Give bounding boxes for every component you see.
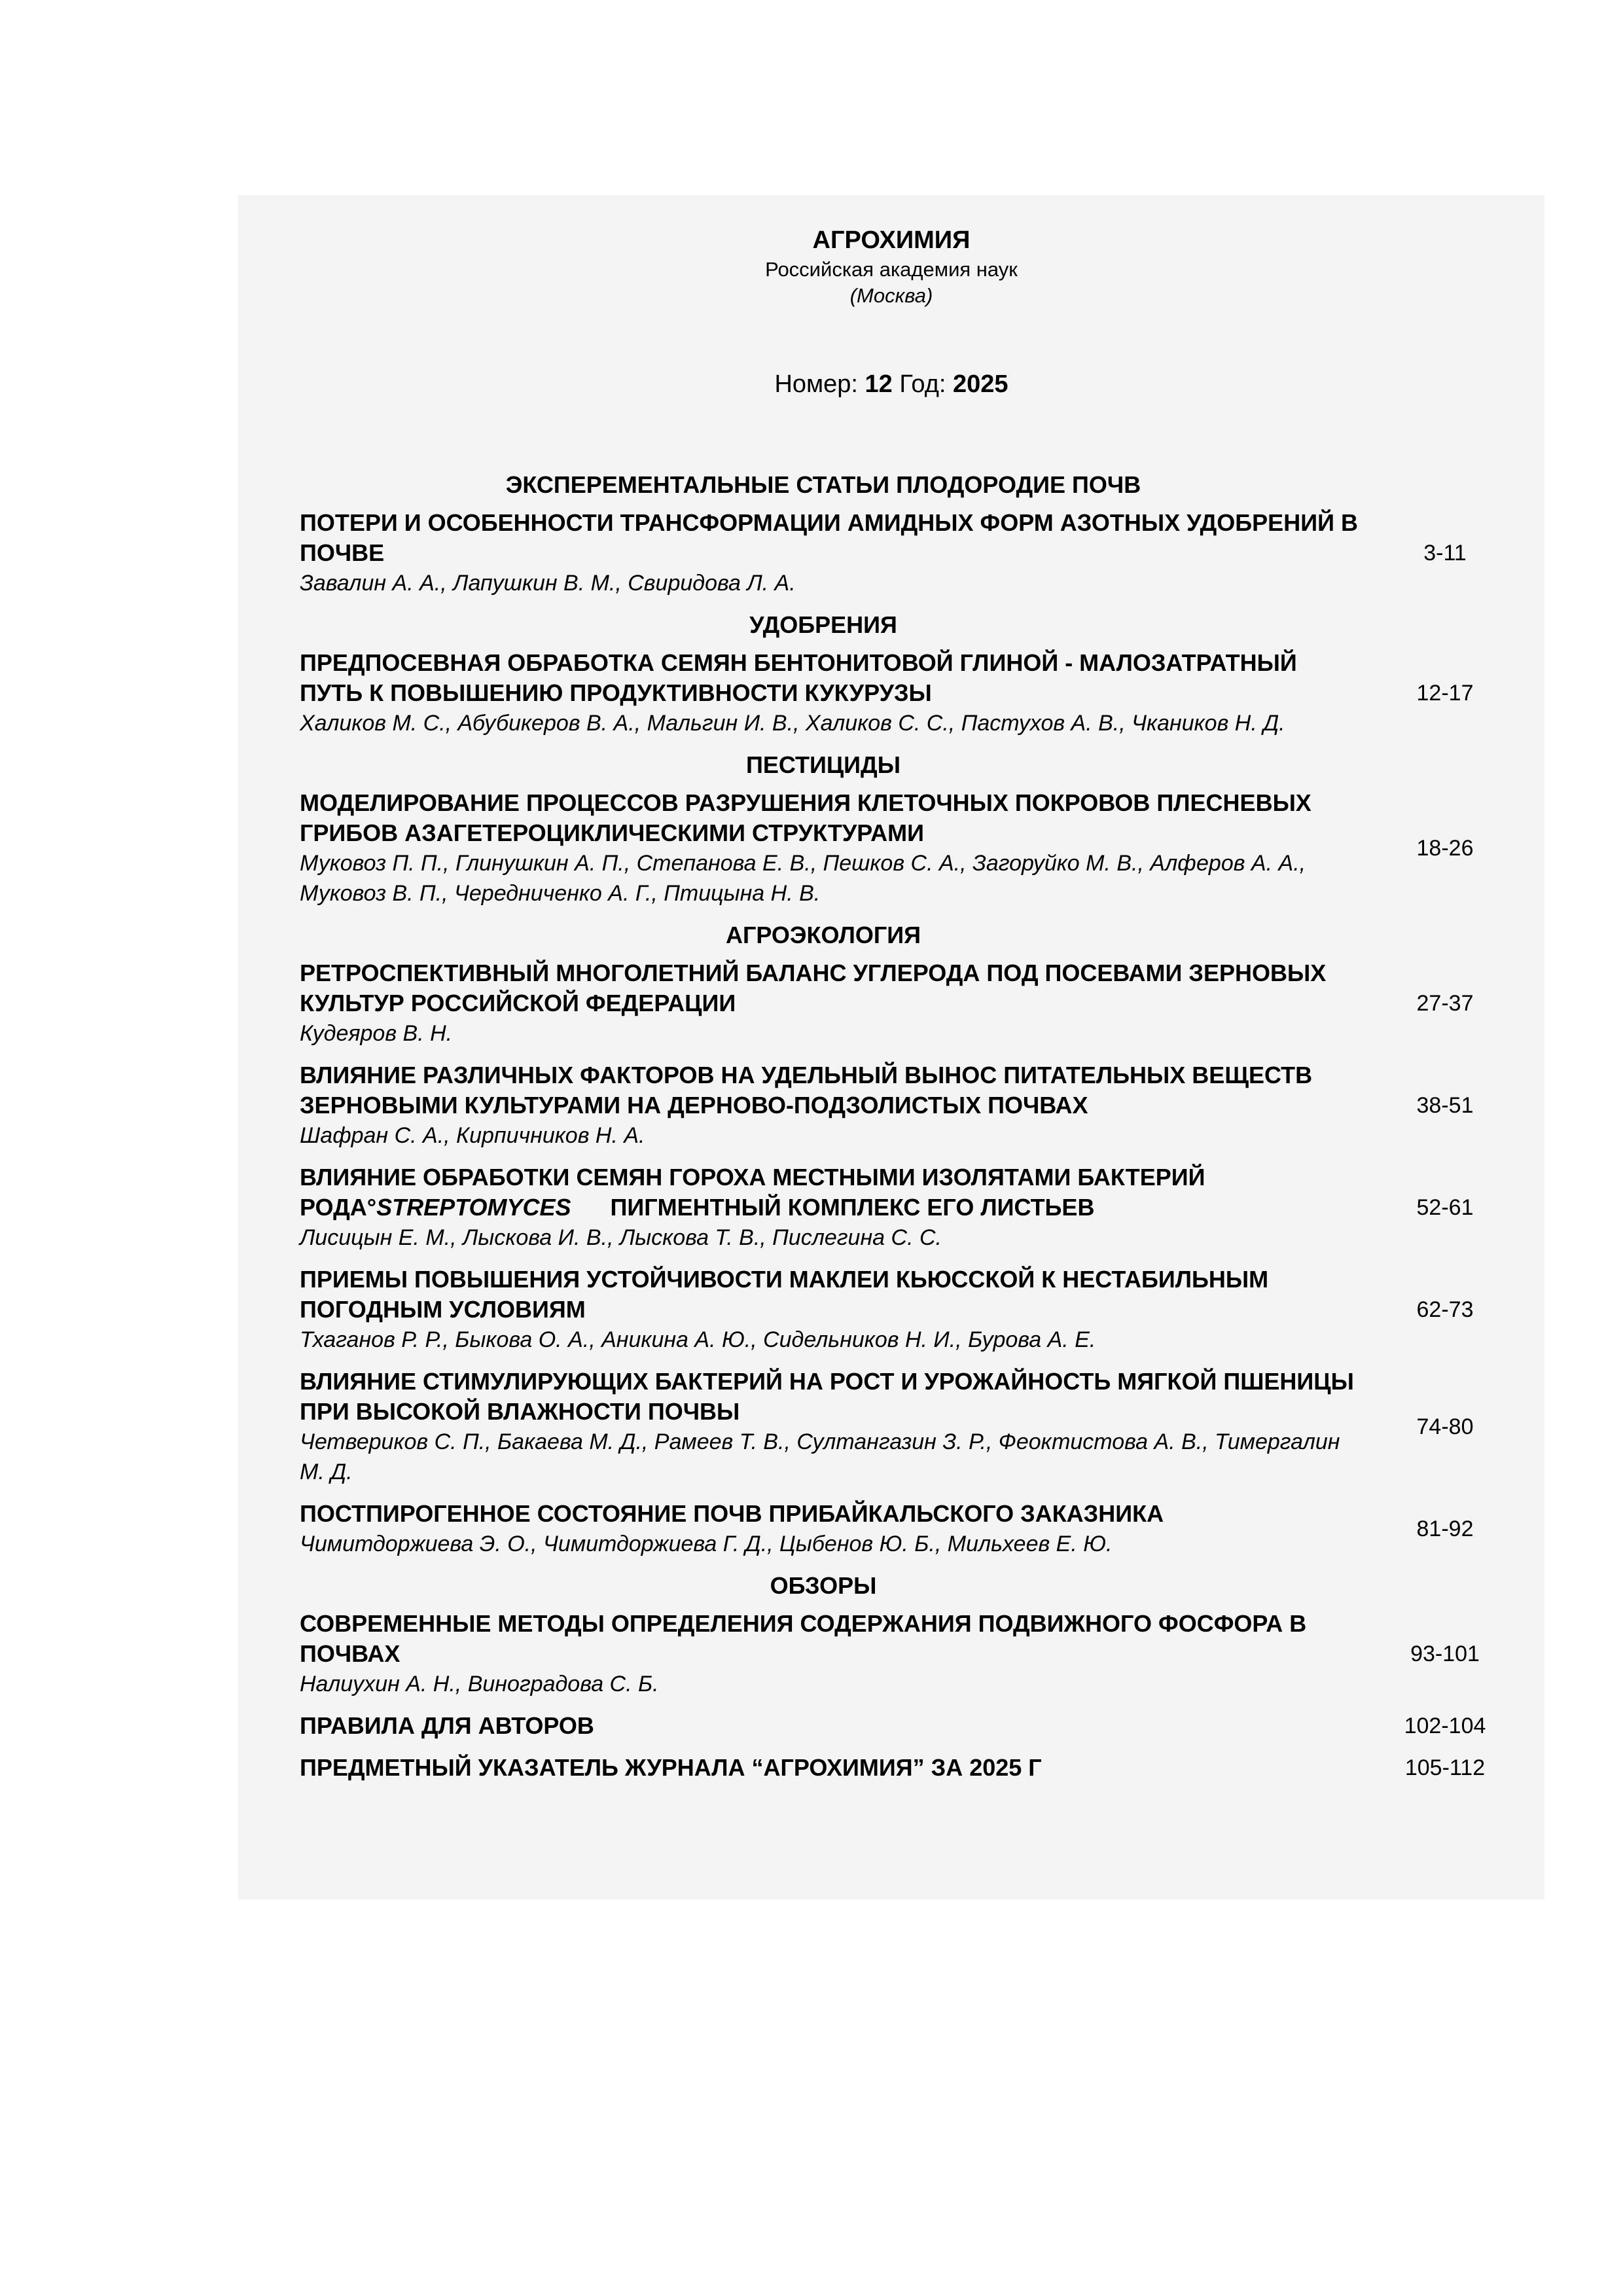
article-authors: Чимитдоржиева Э. О., Чимитдоржиева Г. Д., Цыбенов Ю. Б., Мильхеев Е. Ю. [300,1532,1113,1556]
toc-entry[interactable] [300,1162,1537,1253]
article-authors: Четвериков С. П., Бакаева М. Д., Рамеев Т. В., Султангазин З. Р., Феоктистова А. В., Тимергалин М. Д. [300,1429,1340,1484]
article-authors: Завалин А. А., Лапушкин В. М., Свиридова Л. А. [300,571,796,596]
article-title[interactable]: ВЛИЯНИЕ СТИМУЛИРУЮЩИХ БАКТЕРИЙ НА РОСТ И УРОЖАЙНОСТЬ МЯГКОЙ ПШЕНИЦЫ ПРИ ВЫСОКОЙ ВЛАЖНОСТИ ПОЧВЫ [300,1368,1354,1425]
toc-entry[interactable] [300,958,1537,1049]
article-title[interactable]: ПОСТПИРОГЕННОЕ СОСТОЯНИЕ ПОЧВ ПРИБАЙКАЛЬСКОГО ЗАКАЗНИКА [300,1500,1164,1527]
article-authors: Кудеяров В. Н. [300,1021,453,1046]
toc-entry[interactable] [300,1367,1537,1487]
toc-entry[interactable] [300,1753,1537,1783]
article-title[interactable]: ВЛИЯНИЕ РАЗЛИЧНЫХ ФАКТОРОВ НА УДЕЛЬНЫЙ ВЫНОС ПИТАТЕЛЬНЫХ ВЕЩЕСТВ ЗЕРНОВЫМИ КУЛЬТУРАМИ НА ДЕРНОВО-ПОДЗОЛИСТЫХ ПОЧВАХ [300,1062,1313,1119]
toc-entry[interactable] [300,1060,1537,1151]
entry-text [300,1162,1360,1253]
article-title[interactable]: РЕТРОСПЕКТИВНЫЙ МНОГОЛЕТНИЙ БАЛАНС УГЛЕРОДА ПОД ПОСЕВАМИ ЗЕРНОВЫХ КУЛЬТУР РОССИЙСКОЙ ФЕДЕРАЦИИ [300,960,1327,1016]
entry-text [300,1367,1360,1487]
entry-text [300,1753,1360,1783]
page-range: 12-17 [1416,680,1474,706]
article-title[interactable]: МОДЕЛИРОВАНИЕ ПРОЦЕССОВ РАЗРУШЕНИЯ КЛЕТОЧНЫХ ПОКРОВОВ ПЛЕСНЕВЫХ ГРИБОВ АЗАГЕТЕРОЦИКЛИЧЕСКИМИ СТРУКТУРАМИ [300,789,1311,846]
publisher: Российская академия наук [765,258,1018,281]
article-title[interactable]: СОВРЕМЕННЫЕ МЕТОДЫ ОПРЕДЕЛЕНИЯ СОДЕРЖАНИЯ ПОДВИЖНОГО ФОСФОРА В ПОЧВАХ [300,1610,1307,1667]
issue-number: 12 [865,370,893,398]
article-title[interactable]: ПРЕДМЕТНЫЙ УКАЗАТЕЛЬ ЖУРНАЛА “АГРОХИМИЯ” ЗА 2025 Г [300,1754,1042,1781]
toc-entry[interactable] [300,508,1537,598]
entry-text [300,1711,1360,1741]
entry-text [300,648,1360,738]
page-range: 3-11 [1423,540,1467,565]
entry-text [300,508,1360,598]
page-range: 52-61 [1416,1194,1474,1220]
article-title[interactable]: ВЛИЯНИЕ ОБРАБОТКИ СЕМЯН ГОРОХА МЕСТНЫМИ ИЗОЛЯТАМИ БАКТЕРИЙ РОДА°STREPTOMYCES ПИГМЕНТНЫЙ КОМПЛЕКС ЕГО ЛИСТЬЕВ [300,1164,1205,1221]
journal-title: АГРОХИМИЯ [812,226,971,254]
page-range: 105-112 [1404,1755,1486,1780]
page-range: 74-80 [1416,1414,1474,1439]
table-of-contents [300,470,1537,1795]
page-range: 102-104 [1404,1713,1486,1738]
journal-contents-panel [238,195,1544,1899]
issue-label: Номер: [774,370,858,398]
genus-name: STREPTOMYCES [376,1194,571,1221]
article-title[interactable]: ПРЕДПОСЕВНАЯ ОБРАБОТКА СЕМЯН БЕНТОНИТОВОЙ ГЛИНОЙ - МАЛОЗАТРАТНЫЙ ПУТЬ К ПОВЫШЕНИЮ ПРОДУКТИВНОСТИ КУКУРУЗЫ [300,649,1297,706]
city: (Москва) [849,284,933,307]
page-range: 93-101 [1410,1641,1480,1666]
article-authors: Налиухин А. Н., Виноградова С. Б. [300,1672,659,1696]
article-title[interactable]: ПРАВИЛА ДЛЯ АВТОРОВ [300,1712,594,1739]
article-authors: Лисицын Е. М., Лыскова И. В., Лыскова Т. В., Пислегина С. С. [300,1225,942,1250]
section-heading: УДОБРЕНИЯ [749,611,897,638]
entry-text [300,1609,1360,1699]
toc-entry[interactable] [300,788,1537,908]
entry-text [300,788,1360,908]
toc-entry[interactable] [300,1609,1537,1699]
toc-entry[interactable] [300,1265,1537,1355]
article-authors: Халиков М. С., Абубикеров В. А., Мальгин И. В., Халиков С. С., Пастухов А. В., Чкаников Н. Д. [300,711,1285,736]
entry-text [300,1060,1360,1151]
entry-text [300,958,1360,1049]
section-heading: ОБЗОРЫ [770,1572,877,1599]
article-title[interactable]: ПОТЕРИ И ОСОБЕННОСТИ ТРАНСФОРМАЦИИ АМИДНЫХ ФОРМ АЗОТНЫХ УДОБРЕНИЙ В ПОЧВЕ [300,509,1358,566]
page-range: 18-26 [1416,835,1474,861]
year-label: Год: [899,370,946,398]
section-heading: ЭКСПЕРЕМЕНТАЛЬНЫЕ СТАТЬИ ПЛОДОРОДИЕ ПОЧВ [505,471,1141,498]
issue-info [238,370,1544,399]
article-authors: Тхаганов Р. Р., Быкова О. А., Аникина А. Ю., Сидельников Н. И., Бурова А. Е. [300,1327,1096,1352]
page-range: 38-51 [1416,1092,1474,1118]
toc-entry[interactable] [300,1711,1537,1741]
section-heading: АГРОЭКОЛОГИЯ [725,922,921,948]
page-range: 62-73 [1416,1297,1474,1322]
toc-entry[interactable] [300,1499,1537,1559]
article-authors: Шафран С. А., Кирпичников Н. А. [300,1123,645,1148]
entry-text [300,1499,1360,1559]
article-authors: Муковоз П. П., Глинушкин А. П., Степанова Е. В., Пешков С. А., Загоруйко М. В., Алферов А. А., Муковоз В. П., Чередниченко А. Г., Птицына Н. В. [300,851,1306,906]
entry-text [300,1265,1360,1355]
article-title[interactable]: ПРИЕМЫ ПОВЫШЕНИЯ УСТОЙЧИВОСТИ МАКЛЕИ КЬЮССКОЙ К НЕСТАБИЛЬНЫМ ПОГОДНЫМ УСЛОВИЯМ [300,1266,1269,1323]
page-range: 27-37 [1416,990,1474,1016]
year: 2025 [953,370,1008,398]
toc-entry[interactable] [300,648,1537,738]
page-range: 81-92 [1416,1516,1474,1541]
section-heading: ПЕСТИЦИДЫ [746,751,901,778]
